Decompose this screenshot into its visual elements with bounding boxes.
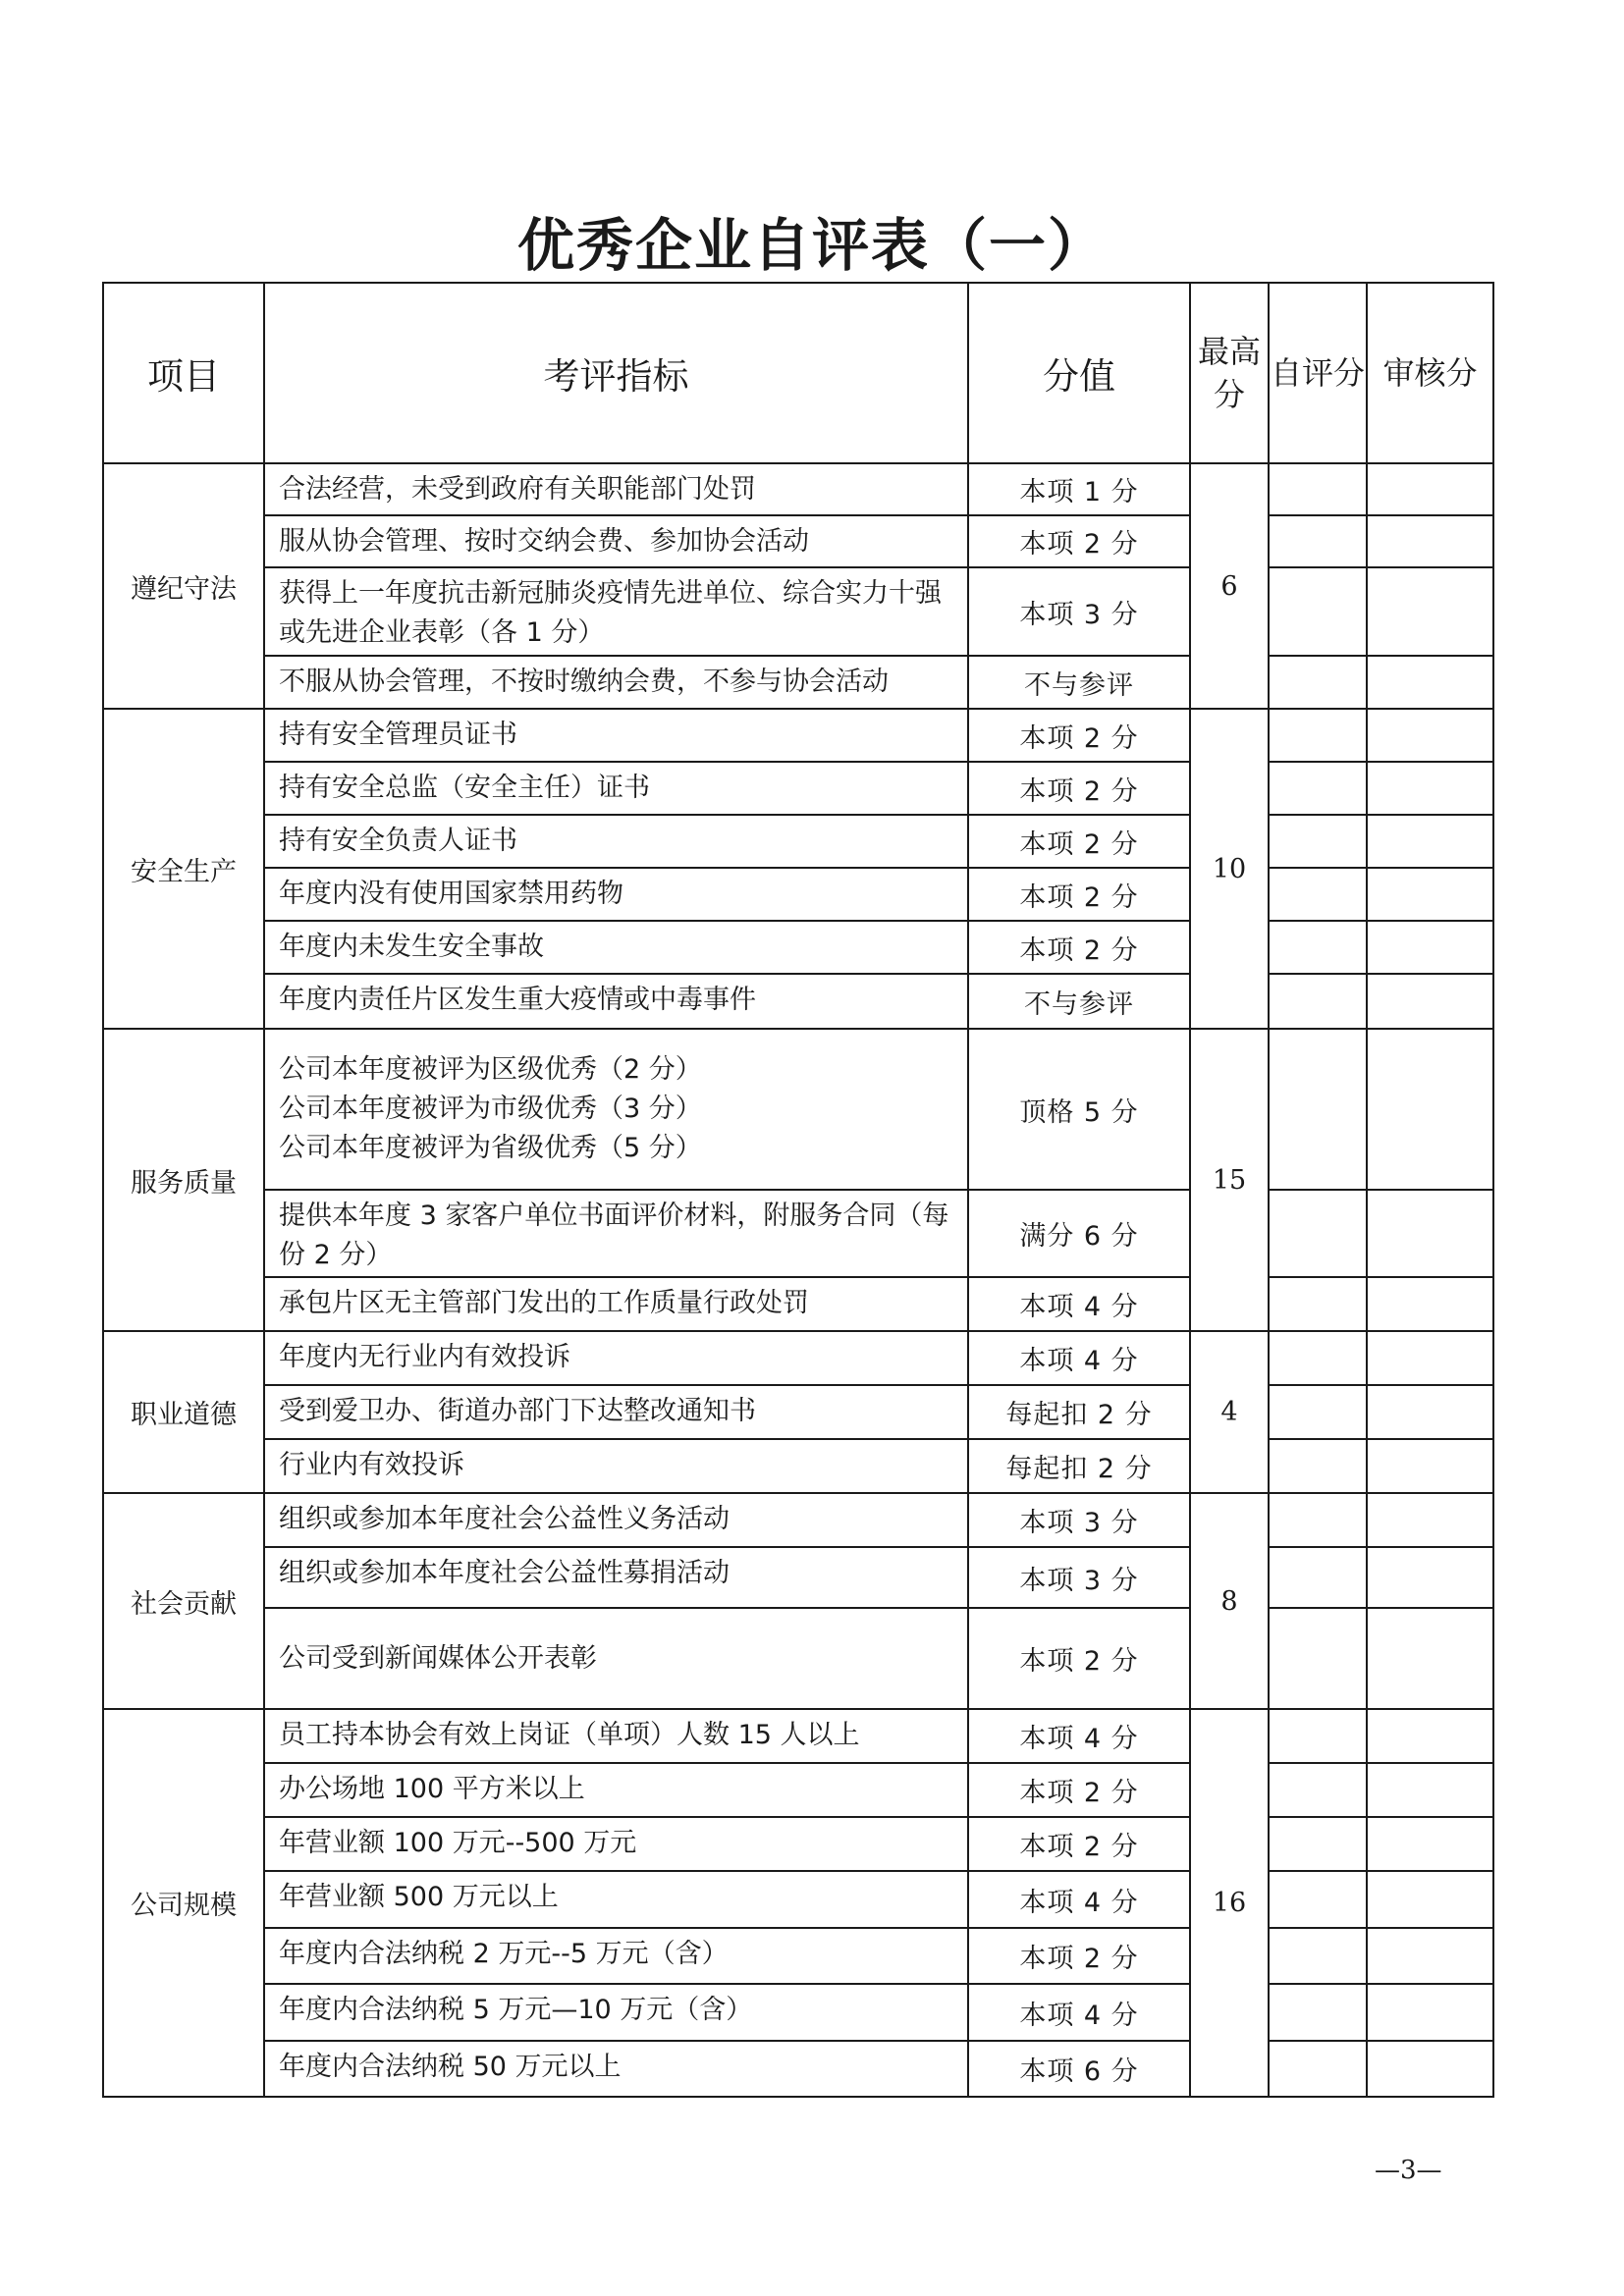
- score-cell: 本项 2 分: [968, 1763, 1190, 1817]
- indicator-cell: [264, 1029, 968, 1190]
- review-score-input[interactable]: [1367, 567, 1493, 656]
- indicator-cell: 年营业额 500 万元以上: [264, 1871, 968, 1928]
- score-cell: 本项 3 分: [968, 567, 1190, 656]
- score-cell: 本项 2 分: [968, 709, 1190, 762]
- indicator-cell: 服从协会管理、按时交纳会费、参加协会活动: [264, 515, 968, 567]
- table-row: [103, 2041, 1493, 2097]
- self-score-input[interactable]: [1269, 1928, 1367, 1984]
- indicator-cell: 受到爱卫办、街道办部门下达整改通知书: [264, 1385, 968, 1439]
- review-score-input[interactable]: [1367, 463, 1493, 515]
- table-row: [103, 1547, 1493, 1608]
- table-row: [103, 463, 1493, 515]
- indicator-cell: 年度内未发生安全事故: [264, 921, 968, 974]
- evaluation-table: [102, 282, 1494, 2098]
- self-score-input[interactable]: [1269, 1493, 1367, 1547]
- review-score-input[interactable]: [1367, 1190, 1493, 1277]
- indicator-cell: 组织或参加本年度社会公益性义务活动: [264, 1493, 968, 1547]
- review-score-input[interactable]: [1367, 1547, 1493, 1608]
- score-cell: 不与参评: [968, 974, 1190, 1029]
- self-score-input[interactable]: [1269, 709, 1367, 762]
- category-cell: 遵纪守法: [103, 463, 264, 709]
- category-cell: 安全生产: [103, 709, 264, 1029]
- indicator-cell: 行业内有效投诉: [264, 1439, 968, 1493]
- header-indicator: 考评指标: [264, 283, 968, 463]
- score-cell: 本项 2 分: [968, 515, 1190, 567]
- table-row: [103, 1190, 1493, 1277]
- self-score-input[interactable]: [1269, 2041, 1367, 2097]
- review-score-input[interactable]: [1367, 1439, 1493, 1493]
- indicator-cell: 办公场地 100 平方米以上: [264, 1763, 968, 1817]
- table-row: [103, 974, 1493, 1029]
- table-row: [103, 1029, 1493, 1190]
- review-score-input[interactable]: [1367, 709, 1493, 762]
- score-cell: 本项 2 分: [968, 762, 1190, 815]
- self-score-input[interactable]: [1269, 656, 1367, 709]
- review-score-input[interactable]: [1367, 1493, 1493, 1547]
- category-cell: 公司规模: [103, 1709, 264, 2097]
- indicator-cell: 年营业额 100 万元--500 万元: [264, 1817, 968, 1871]
- max-score-cell: 6: [1190, 463, 1269, 709]
- indicator-line: 公司本年度被评为省级优秀（5 分）: [279, 1133, 702, 1163]
- score-cell: 本项 2 分: [968, 868, 1190, 921]
- table-row: [103, 515, 1493, 567]
- indicator-cell: 承包片区无主管部门发出的工作质量行政处罚: [264, 1277, 968, 1331]
- self-score-input[interactable]: [1269, 1763, 1367, 1817]
- max-score-cell: 16: [1190, 1709, 1269, 2097]
- review-score-input[interactable]: [1367, 921, 1493, 974]
- review-score-input[interactable]: [1367, 1984, 1493, 2041]
- header-project: 项目: [103, 283, 264, 463]
- review-score-input[interactable]: [1367, 1608, 1493, 1709]
- score-cell: 本项 3 分: [968, 1547, 1190, 1608]
- table-row: [103, 1331, 1493, 1385]
- self-score-input[interactable]: [1269, 1608, 1367, 1709]
- table-row: [103, 656, 1493, 709]
- category-cell: 服务质量: [103, 1029, 264, 1331]
- header-row: [103, 283, 1493, 463]
- review-score-input[interactable]: [1367, 815, 1493, 868]
- indicator-cell: 提供本年度 3 家客户单位书面评价材料，附服务合同（每份 2 分）: [264, 1190, 968, 1277]
- indicator-cell: 组织或参加本年度社会公益性募捐活动: [264, 1547, 968, 1608]
- indicator-cell: 获得上一年度抗击新冠肺炎疫情先进单位、综合实力十强或先进企业表彰（各 1 分）: [264, 567, 968, 656]
- indicator-cell: 年度内合法纳税 5 万元—10 万元（含）: [264, 1984, 968, 2041]
- review-score-input[interactable]: [1367, 515, 1493, 567]
- self-score-input[interactable]: [1269, 1277, 1367, 1331]
- score-cell: 本项 4 分: [968, 1331, 1190, 1385]
- page-number: —3—: [1375, 2156, 1442, 2185]
- score-cell: 本项 2 分: [968, 921, 1190, 974]
- table-row: [103, 762, 1493, 815]
- review-score-input[interactable]: [1367, 868, 1493, 921]
- review-score-input[interactable]: [1367, 1029, 1493, 1190]
- indicator-cell: 员工持本协会有效上岗证（单项）人数 15 人以上: [264, 1709, 968, 1763]
- indicator-cell: 合法经营，未受到政府有关职能部门处罚: [264, 463, 968, 515]
- table-row: [103, 1385, 1493, 1439]
- table-row: [103, 1984, 1493, 2041]
- review-score-input[interactable]: [1367, 2041, 1493, 2097]
- review-score-input[interactable]: [1367, 1763, 1493, 1817]
- review-score-input[interactable]: [1367, 656, 1493, 709]
- page-title: 优秀企业自评表（一）: [516, 212, 1107, 279]
- self-score-input[interactable]: [1269, 921, 1367, 974]
- score-cell: 每起扣 2 分: [968, 1385, 1190, 1439]
- review-score-input[interactable]: [1367, 1928, 1493, 1984]
- review-score-input[interactable]: [1367, 974, 1493, 1029]
- category-cell: 职业道德: [103, 1331, 264, 1493]
- score-cell: 本项 4 分: [968, 1709, 1190, 1763]
- indicator-cell: 年度内合法纳税 50 万元以上: [264, 2041, 968, 2097]
- indicator-line: 公司本年度被评为市级优秀（3 分）: [279, 1094, 702, 1124]
- score-cell: 满分 6 分: [968, 1190, 1190, 1277]
- max-score-cell: 10: [1190, 709, 1269, 1029]
- indicator-cell: 年度内责任片区发生重大疫情或中毒事件: [264, 974, 968, 1029]
- self-score-input[interactable]: [1269, 974, 1367, 1029]
- review-score-input[interactable]: [1367, 1871, 1493, 1928]
- score-cell: 本项 2 分: [968, 1817, 1190, 1871]
- table-row: [103, 1277, 1493, 1331]
- table-row: [103, 1608, 1493, 1709]
- table-row: [103, 921, 1493, 974]
- self-score-input[interactable]: [1269, 463, 1367, 515]
- score-cell: 顶格 5 分: [968, 1029, 1190, 1190]
- max-score-cell: 4: [1190, 1331, 1269, 1493]
- self-score-input[interactable]: [1269, 868, 1367, 921]
- table-row: [103, 709, 1493, 762]
- self-score-input[interactable]: [1269, 1709, 1367, 1763]
- score-cell: 不与参评: [968, 656, 1190, 709]
- score-cell: 本项 4 分: [968, 1984, 1190, 2041]
- indicator-cell: 持有安全总监（安全主任）证书: [264, 762, 968, 815]
- score-cell: 每起扣 2 分: [968, 1439, 1190, 1493]
- indicator-cell: 公司受到新闻媒体公开表彰: [264, 1608, 968, 1709]
- indicator-cell: 年度内合法纳税 2 万元--5 万元（含）: [264, 1928, 968, 1984]
- review-score-input[interactable]: [1367, 1277, 1493, 1331]
- table-row: [103, 1439, 1493, 1493]
- review-score-input[interactable]: [1367, 1331, 1493, 1385]
- indicator-cell: 持有安全管理员证书: [264, 709, 968, 762]
- table-row: [103, 567, 1493, 656]
- indicator-cell: 不服从协会管理，不按时缴纳会费，不参与协会活动: [264, 656, 968, 709]
- review-score-input[interactable]: [1367, 762, 1493, 815]
- score-cell: 本项 4 分: [968, 1277, 1190, 1331]
- self-score-input[interactable]: [1269, 1547, 1367, 1608]
- table-row: [103, 1928, 1493, 1984]
- review-score-input[interactable]: [1367, 1709, 1493, 1763]
- indicator-line: 公司本年度被评为区级优秀（2 分）: [279, 1054, 702, 1085]
- header-max-score: 最高分: [1190, 283, 1269, 463]
- self-score-input[interactable]: [1269, 1331, 1367, 1385]
- table-row: [103, 815, 1493, 868]
- header-review-score: 审核分: [1367, 283, 1493, 463]
- table-row: [103, 1817, 1493, 1871]
- table-row: [103, 1493, 1493, 1547]
- self-score-input[interactable]: [1269, 1984, 1367, 2041]
- self-score-input[interactable]: [1269, 567, 1367, 656]
- header-self-score: 自评分: [1269, 283, 1367, 463]
- self-score-input[interactable]: [1269, 1190, 1367, 1277]
- review-score-input[interactable]: [1367, 1817, 1493, 1871]
- score-cell: 本项 6 分: [968, 2041, 1190, 2097]
- self-score-input[interactable]: [1269, 1029, 1367, 1190]
- score-cell: 本项 3 分: [968, 1493, 1190, 1547]
- self-score-input[interactable]: [1269, 515, 1367, 567]
- table-row: [103, 868, 1493, 921]
- indicator-cell: 年度内无行业内有效投诉: [264, 1331, 968, 1385]
- self-score-input[interactable]: [1269, 762, 1367, 815]
- self-score-input[interactable]: [1269, 1385, 1367, 1439]
- self-score-input[interactable]: [1269, 1871, 1367, 1928]
- score-cell: 本项 2 分: [968, 815, 1190, 868]
- score-cell: 本项 2 分: [968, 1608, 1190, 1709]
- category-cell: 社会贡献: [103, 1493, 264, 1709]
- max-score-cell: 8: [1190, 1493, 1269, 1709]
- review-score-input[interactable]: [1367, 1385, 1493, 1439]
- indicator-cell: 持有安全负责人证书: [264, 815, 968, 868]
- score-cell: 本项 4 分: [968, 1871, 1190, 1928]
- score-cell: 本项 2 分: [968, 1928, 1190, 1984]
- score-cell: 本项 1 分: [968, 463, 1190, 515]
- table-row: [103, 1871, 1493, 1928]
- self-score-input[interactable]: [1269, 815, 1367, 868]
- table-row: [103, 1763, 1493, 1817]
- indicator-cell: 年度内没有使用国家禁用药物: [264, 868, 968, 921]
- header-score: 分值: [968, 283, 1190, 463]
- self-score-input[interactable]: [1269, 1439, 1367, 1493]
- table-row: [103, 1709, 1493, 1763]
- max-score-cell: 15: [1190, 1029, 1269, 1331]
- self-score-input[interactable]: [1269, 1817, 1367, 1871]
